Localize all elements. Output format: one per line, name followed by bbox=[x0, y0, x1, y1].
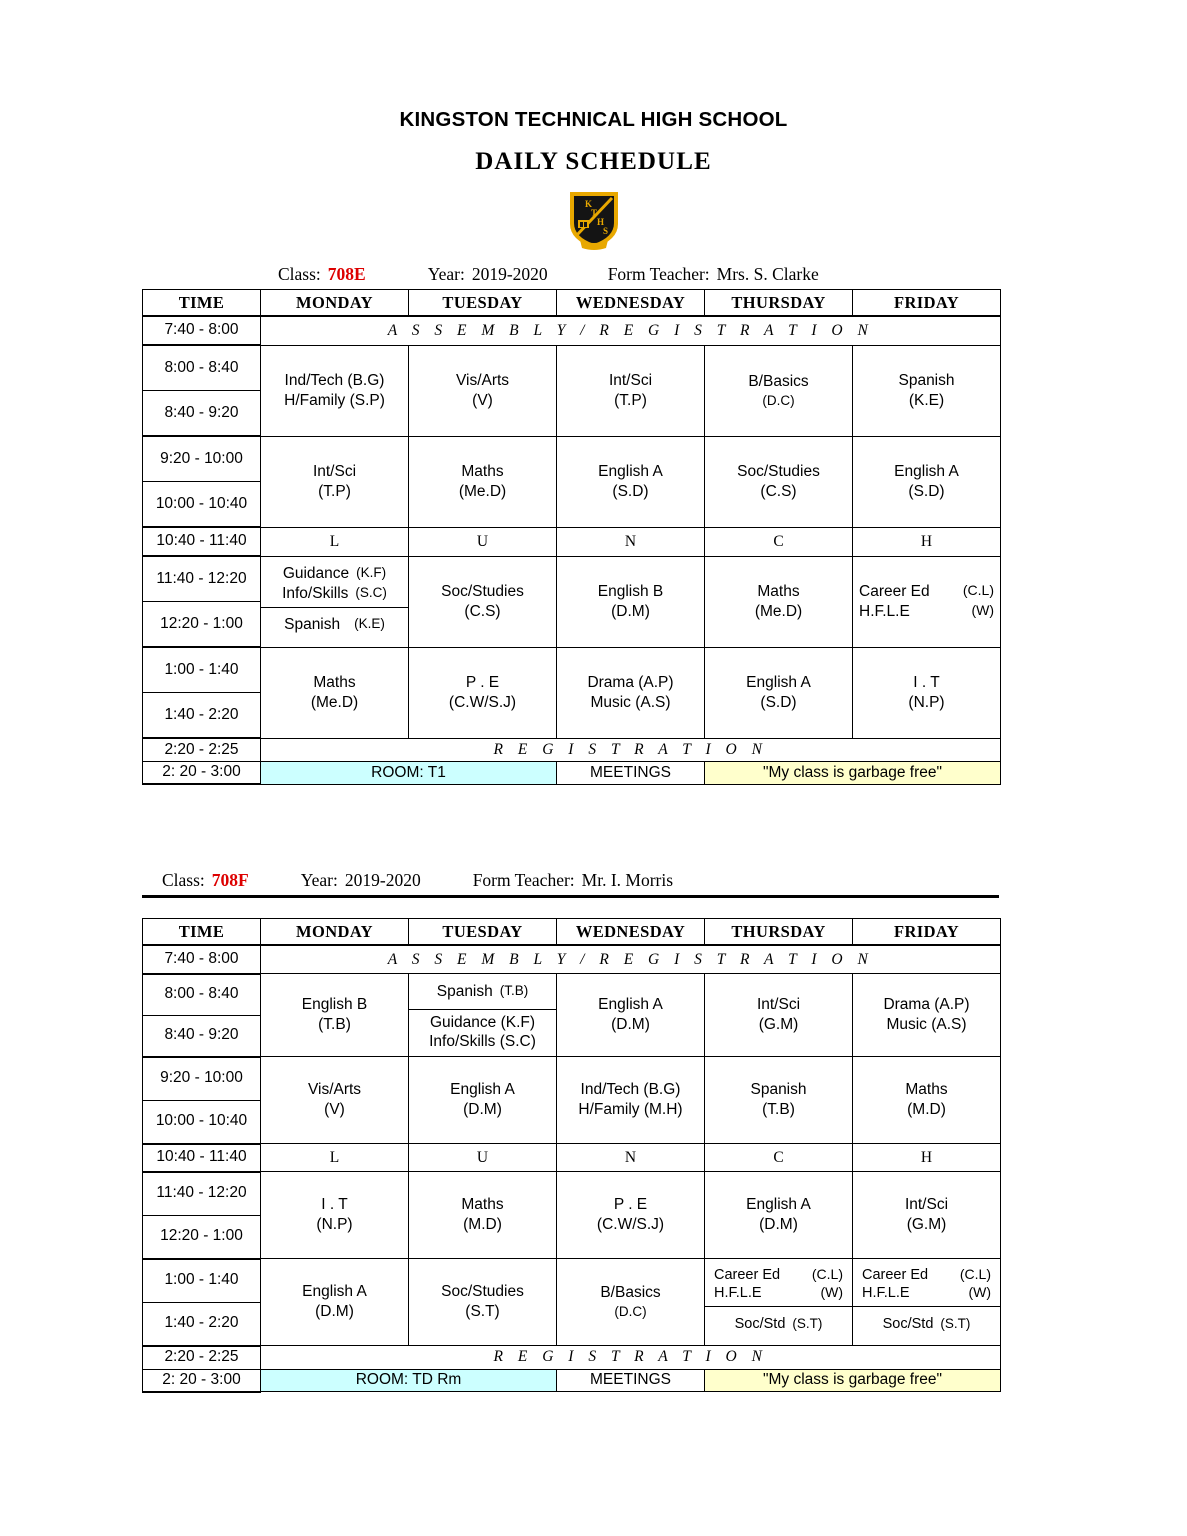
time-slot: 2:20 - 2:25 bbox=[143, 738, 261, 762]
lunch-letter: U bbox=[409, 527, 557, 556]
class-cell-half-bottom: Guidance (K.F) Info/Skills (S.C) bbox=[429, 1013, 536, 1051]
class-label-group bbox=[162, 870, 249, 891]
class-cell: Drama (A.P) Music (A.S) bbox=[853, 974, 1001, 1057]
class-info-708f bbox=[162, 870, 673, 891]
time-slot: 9:20 - 10:00 bbox=[143, 436, 261, 482]
class-cell: Ind/Tech (B.G) H/Family (M.H) bbox=[557, 1057, 705, 1144]
col-header-monday: MONDAY bbox=[261, 290, 409, 317]
form-teacher-value: Mr. I. Morris bbox=[581, 870, 674, 890]
class-cell-half-top: Career Ed (C.L) H.F.L.E (W) bbox=[705, 1263, 852, 1307]
col-header-tuesday: TUESDAY bbox=[409, 919, 557, 946]
crest-icon bbox=[566, 188, 622, 250]
table-row bbox=[143, 1346, 1001, 1370]
assembly-band: A S S E M B L Y / R E G I S T R A T I O N bbox=[261, 316, 1001, 345]
table-row bbox=[143, 1172, 1001, 1216]
class-cell: Vis/Arts (V) bbox=[261, 1057, 409, 1144]
time-slot: 2:20 - 2:25 bbox=[143, 1346, 261, 1370]
year-label: Year: bbox=[427, 264, 465, 284]
divider-rule-2 bbox=[142, 895, 999, 898]
class-cell: Spanish (T.B) bbox=[705, 1057, 853, 1144]
class-cell-half-bottom: Spanish (K.E) bbox=[284, 615, 385, 633]
class-cell: P . E (C.W/S.J) bbox=[557, 1172, 705, 1259]
time-slot: 1:00 - 1:40 bbox=[143, 1259, 261, 1303]
table-row bbox=[143, 945, 1001, 974]
time-slot: 10:40 - 11:40 bbox=[143, 1144, 261, 1172]
time-slot: 10:40 - 11:40 bbox=[143, 527, 261, 556]
table-row-footer bbox=[143, 1369, 1001, 1392]
schedule-table-708f bbox=[142, 918, 1001, 1393]
class-cell-split bbox=[409, 974, 557, 1057]
class-cell: English A (D.M) bbox=[409, 1057, 557, 1144]
class-cell: English A (D.M) bbox=[557, 974, 705, 1057]
form-teacher-group bbox=[608, 264, 819, 285]
class-cell: English A (D.M) bbox=[261, 1259, 409, 1346]
class-cell: Drama (A.P) Music (A.S) bbox=[557, 647, 705, 738]
class-cell: Vis/Arts (V) bbox=[409, 345, 557, 436]
lunch-letter: N bbox=[557, 1144, 705, 1172]
document-header bbox=[0, 0, 1187, 250]
motto-cell: "My class is garbage free" bbox=[705, 762, 1001, 785]
class-cell: English A (S.D) bbox=[557, 436, 705, 527]
registration-band: R E G I S T R A T I O N bbox=[261, 1346, 1001, 1370]
table-row bbox=[143, 316, 1001, 345]
class-cell-half-bottom: Soc/Std (S.T) bbox=[882, 1315, 971, 1332]
class-cell: B/Basics (D.C) bbox=[557, 1259, 705, 1346]
year-label: Year: bbox=[300, 870, 338, 890]
class-cell: Int/Sci (T.P) bbox=[557, 345, 705, 436]
class-cell: English A (D.M) bbox=[705, 1172, 853, 1259]
class-cell: Maths (M.D) bbox=[853, 1057, 1001, 1144]
class-cell: English B (D.M) bbox=[557, 556, 705, 647]
class-code: 708E bbox=[327, 264, 366, 284]
class-cell-half-top: Spanish (T.B) bbox=[409, 975, 556, 1010]
form-teacher-label: Form Teacher: bbox=[607, 264, 710, 284]
class-cell: Soc/Studies (C.S) bbox=[409, 556, 557, 647]
year-value: 2019-2020 bbox=[471, 264, 548, 284]
time-slot: 8:40 - 9:20 bbox=[143, 391, 261, 437]
svg-text:K: K bbox=[584, 199, 592, 209]
col-header-thursday: THURSDAY bbox=[705, 919, 853, 946]
time-slot: 10:00 - 10:40 bbox=[143, 1100, 261, 1144]
class-cell: Soc/Studies (C.S) bbox=[705, 436, 853, 527]
class-cell: Maths (Me.D) bbox=[261, 647, 409, 738]
class-cell: Career Ed (C.L) H.F.L.E (W) bbox=[853, 556, 1001, 647]
table-row bbox=[143, 345, 1001, 391]
col-header-friday: FRIDAY bbox=[853, 919, 1001, 946]
time-slot: 1:40 - 2:20 bbox=[143, 1302, 261, 1346]
class-cell: Maths (Me.D) bbox=[409, 436, 557, 527]
meetings-cell: MEETINGS bbox=[557, 1369, 705, 1392]
svg-text:H: H bbox=[596, 217, 604, 227]
col-header-wednesday: WEDNESDAY bbox=[557, 919, 705, 946]
class-cell: I . T (N.P) bbox=[261, 1172, 409, 1259]
class-cell: I . T (N.P) bbox=[853, 647, 1001, 738]
class-cell-half-bottom: Soc/Std (S.T) bbox=[734, 1315, 823, 1332]
class-cell: English A (S.D) bbox=[853, 436, 1001, 527]
school-name: KINGSTON TECHNICAL HIGH SCHOOL bbox=[399, 108, 788, 131]
table-row bbox=[143, 647, 1001, 693]
lunch-letter: L bbox=[261, 527, 409, 556]
table-row bbox=[143, 738, 1001, 762]
time-slot: 10:00 - 10:40 bbox=[143, 482, 261, 528]
class-cell: Ind/Tech (B.G) H/Family (S.P) bbox=[261, 345, 409, 436]
col-header-time: TIME bbox=[143, 290, 261, 317]
form-teacher-label: Form Teacher: bbox=[472, 870, 575, 890]
table-header-row bbox=[143, 290, 1001, 317]
class-cell: P . E (C.W/S.J) bbox=[409, 647, 557, 738]
time-slot: 2: 20 - 3:00 bbox=[143, 762, 261, 785]
meetings-cell: MEETINGS bbox=[557, 762, 705, 785]
time-slot: 8:00 - 8:40 bbox=[143, 345, 261, 391]
table-row bbox=[143, 1259, 1001, 1303]
school-crest bbox=[0, 188, 1187, 250]
class-cell: Int/Sci (G.M) bbox=[853, 1172, 1001, 1259]
class-cell: Maths (M.D) bbox=[409, 1172, 557, 1259]
table-row bbox=[143, 1057, 1001, 1101]
registration-band: R E G I S T R A T I O N bbox=[261, 738, 1001, 762]
class-cell: Int/Sci (T.P) bbox=[261, 436, 409, 527]
time-slot: 12:20 - 1:00 bbox=[143, 602, 261, 648]
table-row bbox=[143, 436, 1001, 482]
year-group bbox=[301, 870, 421, 891]
time-slot: 2: 20 - 3:00 bbox=[143, 1369, 261, 1392]
lunch-letter: L bbox=[261, 1144, 409, 1172]
class-cell-half-top: Guidance (K.F) Info/Skills (S.C) bbox=[261, 561, 408, 608]
svg-text:S: S bbox=[602, 226, 608, 236]
form-teacher-group bbox=[473, 870, 673, 891]
time-slot: 12:20 - 1:00 bbox=[143, 1215, 261, 1259]
table-header-row bbox=[143, 919, 1001, 946]
class-cell: Spanish (K.E) bbox=[853, 345, 1001, 436]
class-info-708e bbox=[278, 264, 819, 285]
class-cell: English A (S.D) bbox=[705, 647, 853, 738]
class-cell-split bbox=[705, 1259, 853, 1346]
class-label: Class: bbox=[162, 870, 205, 890]
time-slot: 7:40 - 8:00 bbox=[143, 316, 261, 345]
class-code: 708F bbox=[211, 870, 249, 890]
page-title: DAILY SCHEDULE bbox=[475, 148, 712, 175]
time-slot: 7:40 - 8:00 bbox=[143, 945, 261, 974]
table-row-footer bbox=[143, 762, 1001, 785]
class-cell-split bbox=[853, 1259, 1001, 1346]
class-cell: Maths (Me.D) bbox=[705, 556, 853, 647]
year-value: 2019-2020 bbox=[344, 870, 421, 890]
lunch-letter: H bbox=[853, 1144, 1001, 1172]
time-slot: 8:40 - 9:20 bbox=[143, 1015, 261, 1057]
lunch-letter: C bbox=[705, 527, 853, 556]
class-cell-split bbox=[261, 556, 409, 647]
room-cell: ROOM: TD Rm bbox=[261, 1369, 557, 1392]
table-row-lunch bbox=[143, 527, 1001, 556]
class-label-group bbox=[278, 264, 366, 285]
time-slot: 9:20 - 10:00 bbox=[143, 1057, 261, 1101]
svg-text:T: T bbox=[590, 208, 597, 218]
time-slot: 11:40 - 12:20 bbox=[143, 1172, 261, 1216]
class-cell: English B (T.B) bbox=[261, 974, 409, 1057]
time-slot: 11:40 - 12:20 bbox=[143, 556, 261, 602]
year-group bbox=[428, 264, 548, 285]
class-cell-half-top: Career Ed (C.L) H.F.L.E (W) bbox=[853, 1263, 1000, 1307]
lunch-letter: N bbox=[557, 527, 705, 556]
lunch-letter: C bbox=[705, 1144, 853, 1172]
table-row bbox=[143, 556, 1001, 602]
table-row bbox=[143, 974, 1001, 1016]
class-cell: Int/Sci (G.M) bbox=[705, 974, 853, 1057]
schedule-table-708e bbox=[142, 289, 1001, 785]
col-header-friday: FRIDAY bbox=[853, 290, 1001, 317]
col-header-thursday: THURSDAY bbox=[705, 290, 853, 317]
assembly-band: A S S E M B L Y / R E G I S T R A T I O N bbox=[261, 945, 1001, 974]
time-slot: 1:40 - 2:20 bbox=[143, 693, 261, 739]
motto-cell: "My class is garbage free" bbox=[705, 1369, 1001, 1392]
class-cell: Soc/Studies (S.T) bbox=[409, 1259, 557, 1346]
lunch-letter: U bbox=[409, 1144, 557, 1172]
lunch-letter: H bbox=[853, 527, 1001, 556]
class-cell: B/Basics (D.C) bbox=[705, 345, 853, 436]
time-slot: 8:00 - 8:40 bbox=[143, 974, 261, 1016]
table-row-lunch bbox=[143, 1144, 1001, 1172]
class-label: Class: bbox=[278, 264, 321, 284]
col-header-time: TIME bbox=[143, 919, 261, 946]
room-cell: ROOM: T1 bbox=[261, 762, 557, 785]
col-header-monday: MONDAY bbox=[261, 919, 409, 946]
form-teacher-value: Mrs. S. Clarke bbox=[716, 264, 819, 284]
col-header-wednesday: WEDNESDAY bbox=[557, 290, 705, 317]
col-header-tuesday: TUESDAY bbox=[409, 290, 557, 317]
time-slot: 1:00 - 1:40 bbox=[143, 647, 261, 693]
